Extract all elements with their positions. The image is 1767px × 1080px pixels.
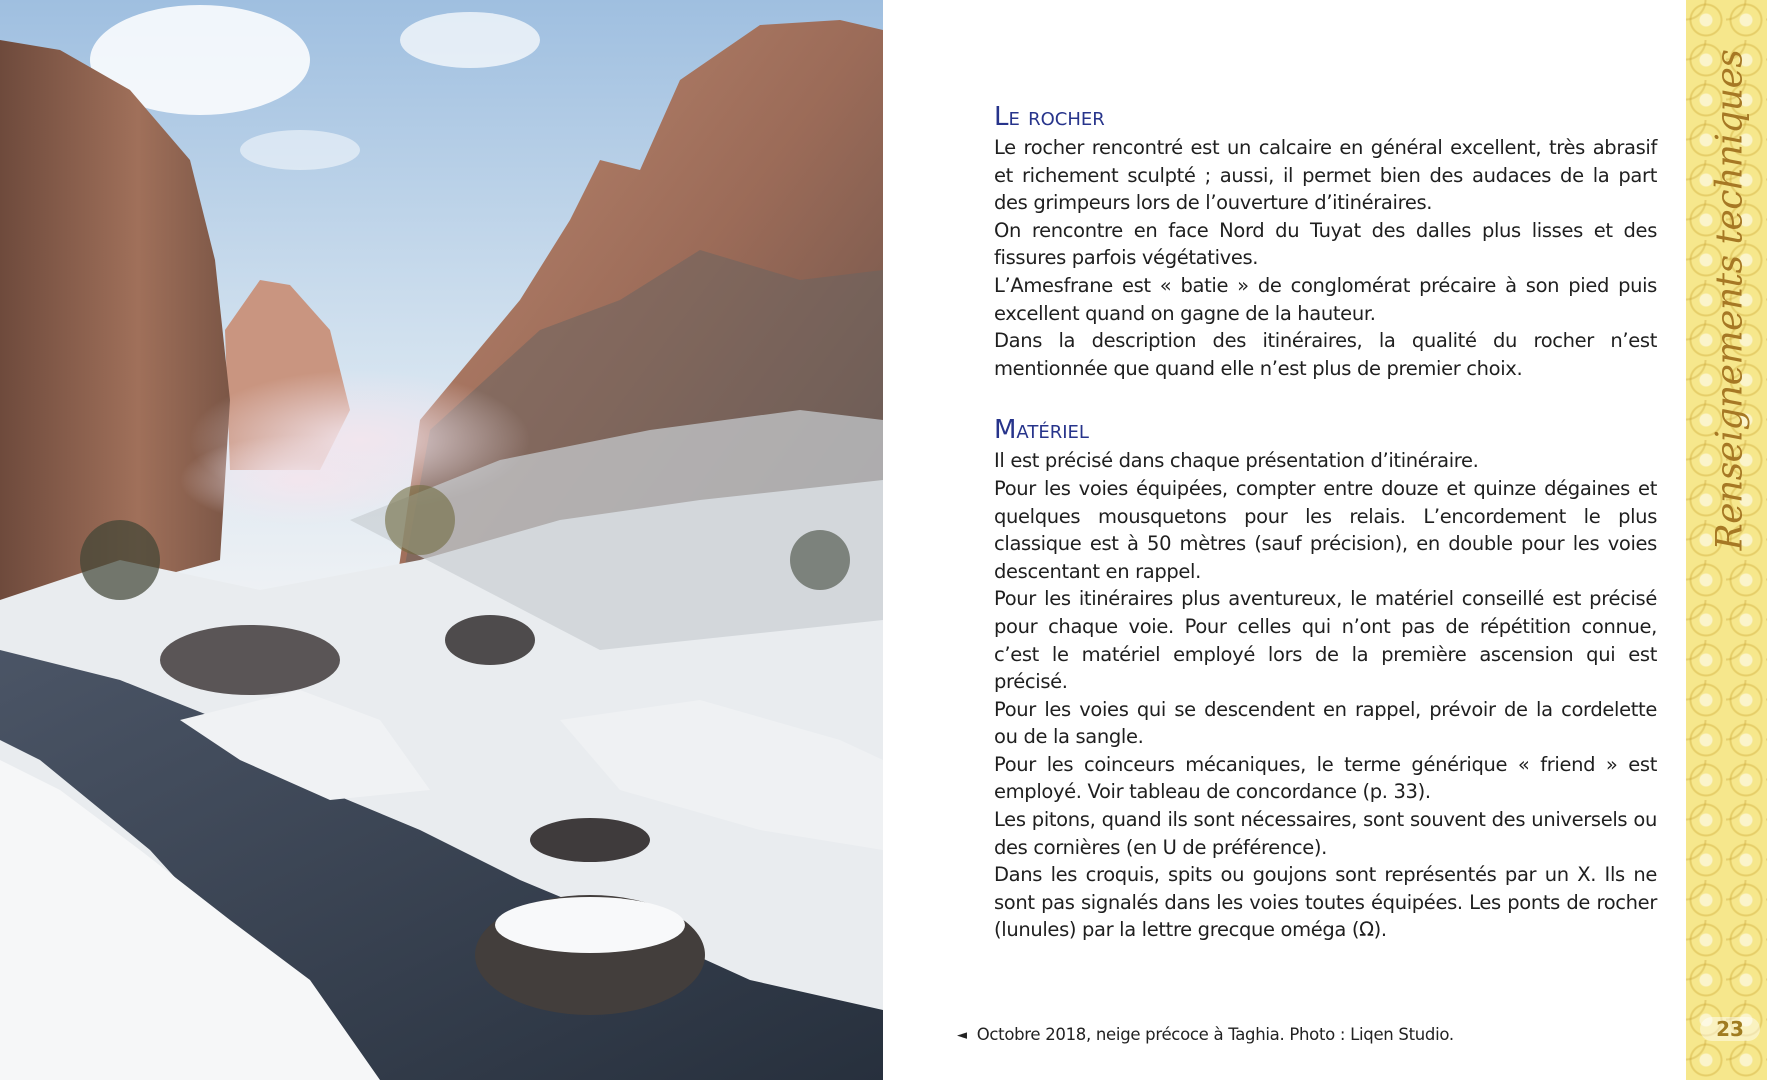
paragraph: Pour les coinceurs mécaniques, le terme générique « friend » est employé. Voir tableau de concordance (p. 33). xyxy=(994,752,1657,804)
chapter-title-text: Renseignements techniques xyxy=(1709,49,1751,551)
snowy-gorge-illustration xyxy=(0,0,883,1080)
left-arrow-icon: ◄ xyxy=(957,1028,967,1043)
photo-caption-text: Octobre 2018, neige précoce à Taghia. Photo : Liqen Studio. xyxy=(976,1025,1454,1044)
section-materiel xyxy=(994,413,1657,944)
paragraph: Le rocher rencontré est un calcaire en général excellent, très abrasif et richement sculpté ; aussi, il permet bien des audaces de la part des grimpeurs lors de l’ouverture d’itinéraires. xyxy=(994,136,1657,215)
paragraph: Il est précisé dans chaque présentation d’itinéraire. xyxy=(994,449,1479,473)
paragraph: Dans la description des itinéraires, la qualité du rocher n’est mentionnée que quand elle n’est plus de premier choix. xyxy=(994,329,1657,380)
paragraph: L’Amesfrane est « batie » de conglomérat précaire à son pied puis excellent quand on gagne de la hauteur. xyxy=(994,273,1657,325)
section-le-rocher xyxy=(994,100,1657,382)
photo-caption xyxy=(957,1025,1454,1044)
chapter-title-vertical xyxy=(1700,49,1760,551)
section-heading-le-rocher: Le rocher xyxy=(994,102,1105,132)
page-number: 23 xyxy=(1700,1017,1760,1041)
section-heading-materiel: Matériel xyxy=(994,415,1089,446)
paragraph: Les pitons, quand ils sont nécessaires, sont souvent des universels ou des cornières (en U de préférence). xyxy=(994,808,1657,859)
paragraph: Pour les voies qui se descendent en rappel, prévoir de la cordelette ou de la sangle. xyxy=(994,697,1657,749)
paragraph: Pour les itinéraires plus aventureux, le matériel conseillé est précisé pour chaque voie. Pour celles qui n’ont pas de répétition connue, c’est le matériel employé lors de la première ascension qui est précisé. xyxy=(994,587,1657,694)
paragraph: On rencontre en face Nord du Tuyat des dalles plus lisses et des fissures parfois végétatives. xyxy=(994,218,1657,270)
text-column xyxy=(994,100,1657,975)
paragraph: Pour les voies équipées, compter entre douze et quinze dégaines et quelques mousquetons pour les relais. L’encordement le plus classique est à 50 mètres (sauf précision), en double pour les voies descentant en rappel. xyxy=(994,476,1657,583)
paragraph: Dans les croquis, spits ou goujons sont représentés par un X. Ils ne sont pas signalés dans les voies toutes équipées. Les ponts de rocher (lunules) par la lettre grecque oméga (Ω). xyxy=(994,863,1657,942)
gorge-photo xyxy=(0,0,883,1080)
